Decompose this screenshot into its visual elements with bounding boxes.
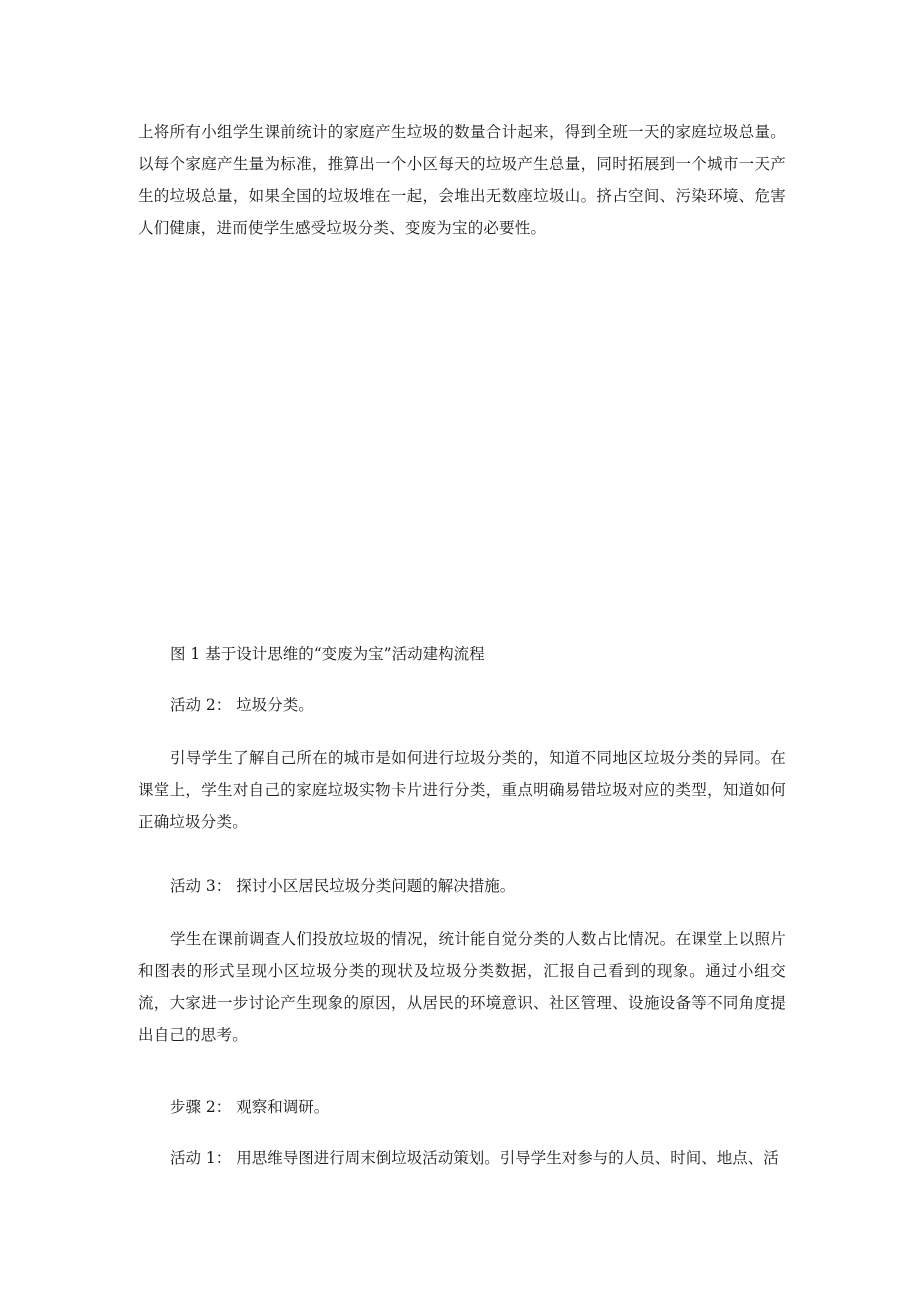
activity2-heading: 活动 2： 垃圾分类。: [170, 696, 314, 714]
activity1-line: 活动 1： 用思维导图进行周末倒垃圾活动策划。引导学生对参与的人员、时间、地点、活: [170, 1149, 779, 1167]
activity3-body: 学生在课前调查人们投放垃圾的情况，统计能自觉分类的人数占比情况。在课堂上以照片和图表的形式呈现小区垃圾分类的现状及垃圾分类数据，汇报自己看到的现象。通过小组交流，大家进一步讨论产生现象的原因，从居民的环境意识、社区管理、设施设备等不同角度提出自己的思考。: [138, 930, 786, 1044]
activity3-heading: 活动 3： 探讨小区居民垃圾分类问题的解决措施。: [170, 877, 516, 895]
activity2-body: 引导学生了解自己所在的城市是如何进行垃圾分类的，知道不同地区垃圾分类的异同。在课堂上，学生对自己的家庭垃圾实物卡片进行分类，重点明确易错垃圾对应的类型，知道如何正确垃圾分类。: [138, 749, 786, 831]
step2-heading: 步骤 2： 观察和调研。: [170, 1098, 330, 1116]
figure-caption: 图 1 基于设计思维的“变废为宝”活动建构流程: [170, 645, 485, 663]
intro-paragraph: 上将所有小组学生课前统计的家庭产生垃圾的数量合计起来，得到全班一天的家庭垃圾总量。以每个家庭产生量为标准，推算出一个小区每天的垃圾产生总量，同时拓展到一个城市一天产生的垃圾总量，如果全国的垃圾堆在一起，会堆出无数座垃圾山。挤占空间、污染环境、危害人们健康，进而使学生感受垃圾分类、变废为宝的必要性。: [138, 123, 786, 237]
figure-placeholder: [138, 290, 786, 620]
